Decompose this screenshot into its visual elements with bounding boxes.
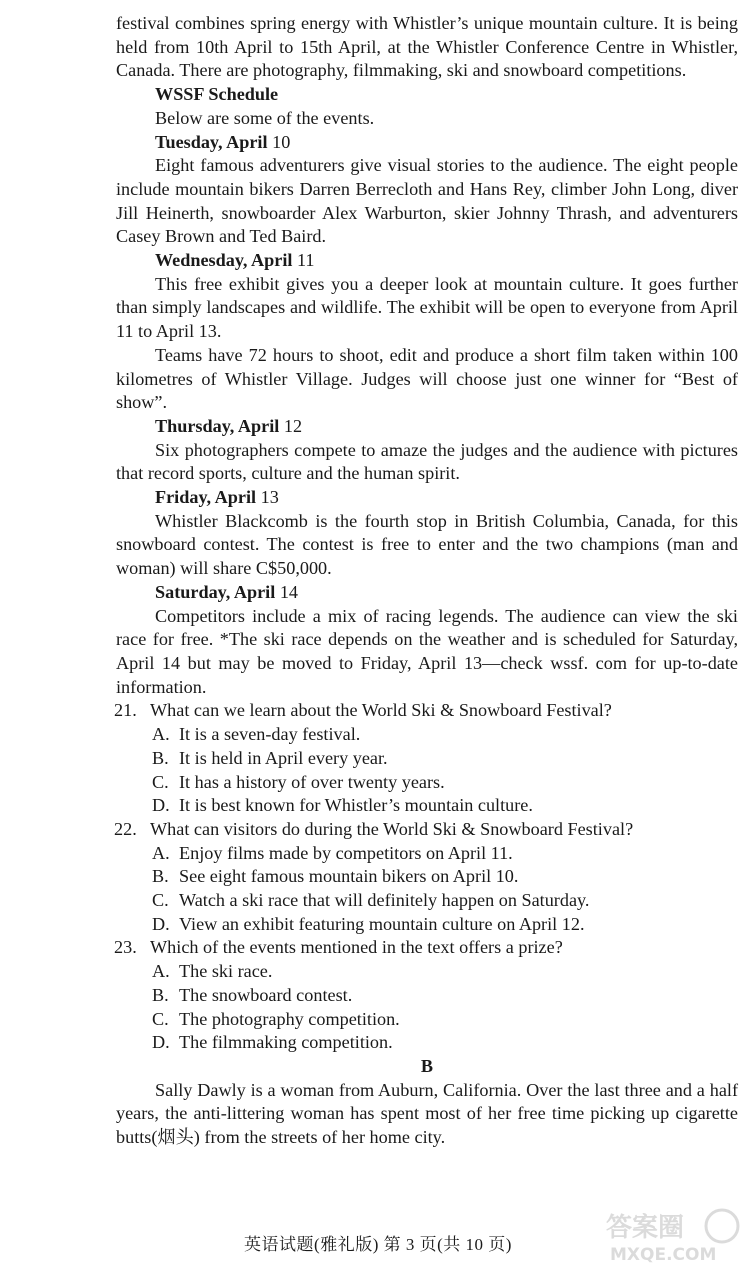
watermark-line2: MXQE.COM (610, 1245, 717, 1264)
schedule-title: WSSF Schedule (155, 84, 279, 105)
day-heading-saturday: Saturday, April 14 (155, 581, 299, 602)
question-23-option-c[interactable]: C. The photography competition. (152, 1008, 400, 1029)
page-content (116, 12, 738, 1150)
question-23: 23. Which of the events mentioned in the text offers a prize? (114, 937, 563, 958)
question-22-option-a[interactable]: A. Enjoy films made by competitors on April 11. (152, 842, 513, 863)
question-23-option-d[interactable]: D. The filmmaking competition. (152, 1032, 393, 1053)
question-22-option-d[interactable]: D. View an exhibit featuring mountain culture on April 12. (152, 913, 585, 934)
passage-b-paragraph: Sally Dawly is a woman from Auburn, California. Over the last three and a half years, the anti-littering woman has spent most of her free time picking up cigarette butts(烟头) from the streets of her home city. (116, 1079, 738, 1148)
day-heading-friday: Friday, April 13 (155, 487, 279, 508)
question-23-option-a[interactable]: A. The ski race. (152, 961, 273, 982)
day-heading-thursday: Thursday, April 12 (155, 415, 303, 436)
passage-b-label: B (420, 1055, 434, 1076)
question-22: 22. What can visitors do during the World Ski & Snowboard Festival? (114, 818, 634, 839)
question-21-option-b[interactable]: B. It is held in April every year. (152, 747, 388, 768)
question-22-option-b[interactable]: B. See eight famous mountain bikers on April 10. (152, 866, 519, 887)
friday-paragraph: Whistler Blackcomb is the fourth stop in British Columbia, Canada, for this snowboard contest. The contest is free to enter and the two champions (man and woman) will share C$50,000. (116, 510, 738, 579)
question-22-option-c[interactable]: C. Watch a ski race that will definitely happen on Saturday. (152, 890, 590, 911)
passage-a-intro: festival combines spring energy with Whistler’s unique mountain culture. It is being held from 10th April to 15th April, at the Whistler Conference Centre in Whistler, Canada. There are photography, filmmaking, ski and snowboard competitions. (116, 13, 738, 81)
page-footer: 英语试题(雅礼版) 第 3 页(共 10 页) (244, 1235, 512, 1254)
question-21: 21. What can we learn about the World Ski & Snowboard Festival? (114, 700, 612, 721)
watermark-line1: 答案圈 (606, 1213, 685, 1243)
day-heading-wednesday: Wednesday, April 11 (155, 250, 315, 271)
question-21-option-a[interactable]: A. It is a seven-day festival. (152, 724, 361, 745)
question-21-option-d[interactable]: D. It is best known for Whistler’s mountain culture. (152, 795, 533, 816)
watermark-logo (602, 1206, 750, 1264)
question-21-option-c[interactable]: C. It has a history of over twenty years. (152, 771, 445, 792)
question-23-option-b[interactable]: B. The snowboard contest. (152, 984, 353, 1005)
wednesday-paragraph-2: Teams have 72 hours to shoot, edit and produce a short film taken within 100 kilometres of Whistler Village. Judges will choose just one winner for “Best of show”. (116, 344, 738, 413)
wednesday-paragraph-1: This free exhibit gives you a deeper look at mountain culture. It goes further than simply landscapes and wildlife. The exhibit will be open to everyone from April 11 to April 13. (116, 273, 738, 342)
tuesday-paragraph: Eight famous adventurers give visual stories to the audience. The eight people include mountain bikers Darren Berrecloth and Hans Rey, climber John Long, diver Jill Heinerth, snowboarder Alex Warburton, skier Johnny Thrash, and adventurers Casey Brown and Ted Baird. (116, 155, 738, 247)
day-heading-tuesday: Tuesday, April 10 (155, 131, 291, 152)
thursday-paragraph: Six photographers compete to amaze the judges and the audience with pictures that record sports, culture and the human spirit. (116, 439, 738, 484)
saturday-paragraph: Competitors include a mix of racing legends. The audience can view the ski race for free. *The ski race depends on the weather and is scheduled for Saturday, April 14 but may be moved to Friday, April 13—check wssf. com for up-to-date information. (116, 605, 738, 697)
schedule-intro: Below are some of the events. (155, 107, 375, 128)
